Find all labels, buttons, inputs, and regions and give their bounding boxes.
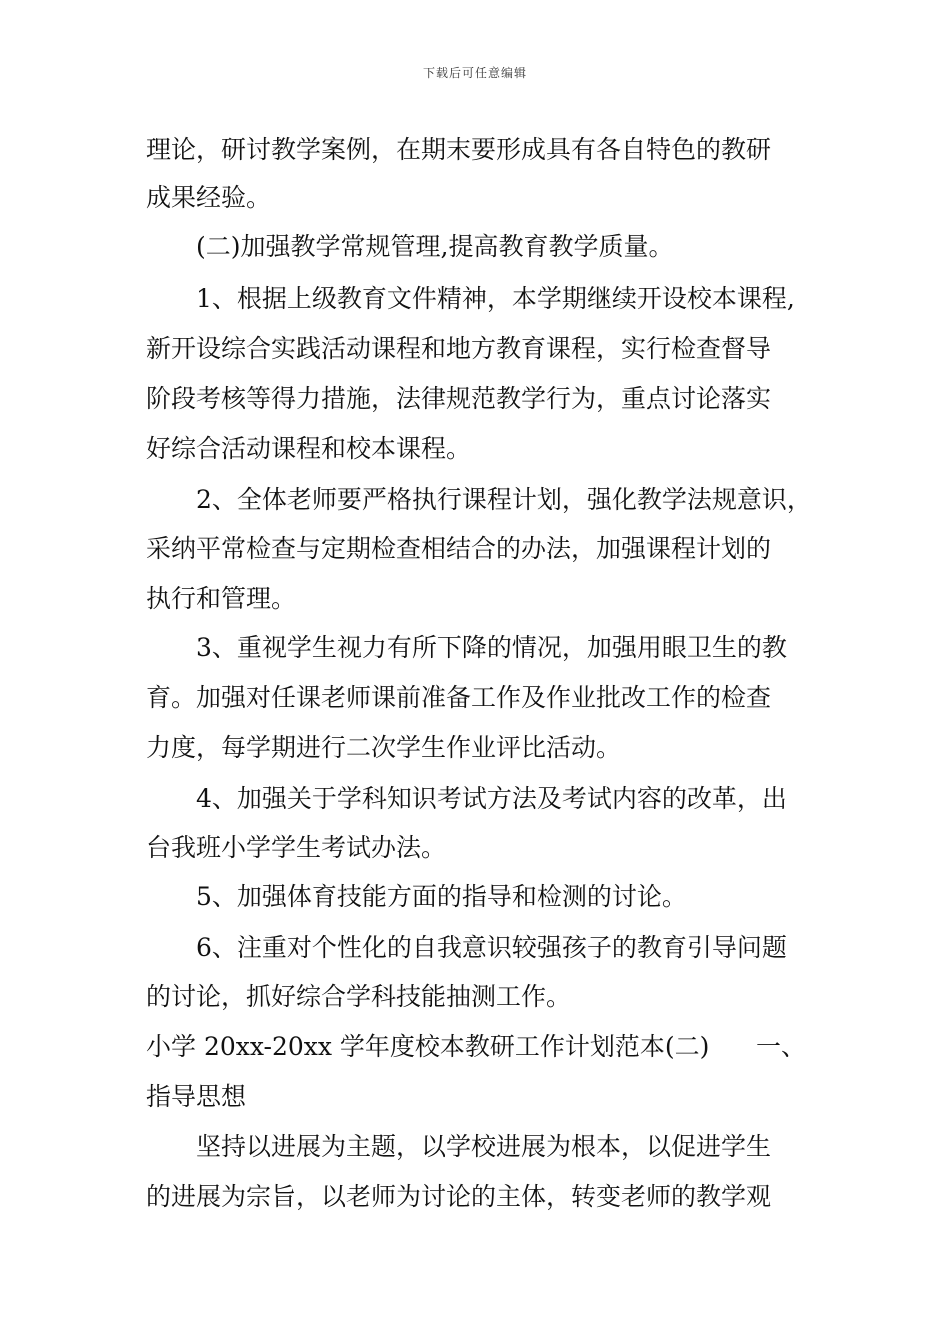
line-text: 好综合活动课程和校本课程。 — [146, 434, 472, 463]
line-text: 3、重视学生视力有所下降的情况，加强用眼卫生的教 — [196, 633, 787, 662]
line-text: 6、注重对个性化的自我意识较强孩子的教育引导问题 — [196, 933, 787, 962]
line-text: 采纳平常检查与定期检查相结合的办法，加强课程计划的 — [146, 534, 772, 563]
line-text: 成果经验。 — [146, 183, 272, 212]
line-text: 的讨论，抓好综合学科技能抽测工作。 — [146, 982, 572, 1011]
line-text: 阶段考核等得力措施，法律规范教学行为，重点讨论落实 — [146, 384, 772, 413]
line-text: 台我班小学学生考试办法。 — [146, 833, 447, 862]
line-text: 力度，每学期进行二次学生作业评比活动。 — [146, 733, 622, 762]
line-text: 5、加强体育技能方面的指导和检测的讨论。 — [196, 882, 687, 911]
line-text: 执行和管理。 — [146, 584, 297, 613]
page-header: 下载后可任意编辑 — [422, 66, 527, 80]
section-number: 一、 — [756, 1032, 807, 1061]
line-text: 1、根据上级教育文件精神，本学期继续开设校本课程, — [196, 284, 795, 313]
line-text: 的进展为宗旨，以老师为讨论的主体，转变老师的教学观 — [146, 1182, 772, 1211]
line-text: 2、全体老师要严格执行课程计划，强化教学法规意识， — [196, 485, 812, 514]
line-text: 育。加强对任课老师课前准备工作及作业批改工作的检查 — [146, 683, 772, 712]
line-text: (二)加强教学常规管理,提高教育教学质量。 — [196, 232, 674, 261]
line-text: 新开设综合实践活动课程和地方教育课程，实行检查督导 — [146, 334, 772, 363]
line-text: 坚持以进展为主题，以学校进展为根本，以促进学生 — [196, 1132, 772, 1161]
line-text: 理论，研讨教学案例，在期末要形成具有各自特色的教研 — [146, 135, 772, 164]
line-text: 指导思想 — [146, 1082, 247, 1111]
line-text: 4、加强关于学科知识考试方法及考试内容的改革，出 — [196, 784, 787, 813]
section-title-text: 小学 20xx-20xx 学年度校本教研工作计划范本(二) — [146, 1032, 710, 1061]
